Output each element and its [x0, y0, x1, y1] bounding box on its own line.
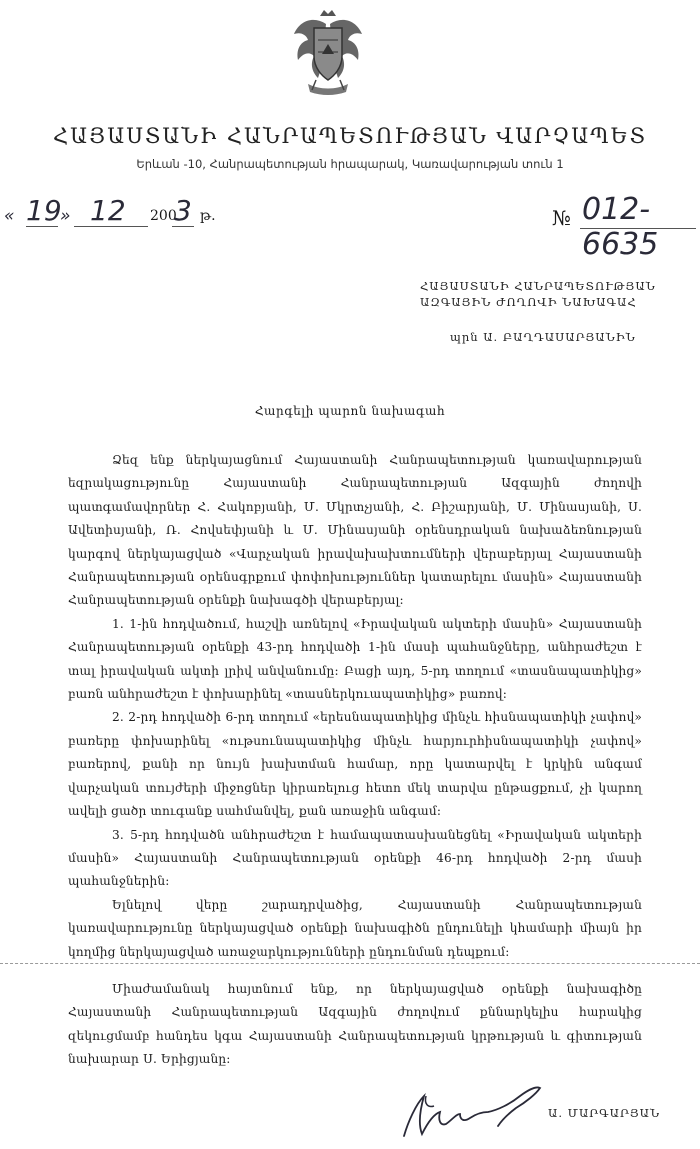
date-open-quote: « — [4, 206, 15, 226]
number-underline — [580, 228, 696, 229]
signature-icon — [398, 1074, 550, 1144]
paragraph: Ձեզ ենք ներկայացնում Հայաստանի Հանրապետության կառավարության եզրակացությունը Հայաստանի Հանրապետության Ազգային ժողովի պատգամավորներ Հ. Հակոբյանի, Մ. Մկրտչյանի, Հ. Բիշարյանի, Մ. Մինասյանի, Ս. Ավետիսյանի, Ռ. Հովսեփյանի և Մ. Մինասյանի օրենսդրական նախաձեռնության կարգով ներկայացված «Վարչական իրավախախտումների վերաբերյալ Հայաստանի Հանրապետության օրենսգրքում փոփոխություններ կատարելու մասին» Հայաստանի Հանրապետության օրենքի նախագծի վերաբերյալ: — [68, 453, 642, 608]
date-year-prefix: 200 — [150, 208, 177, 224]
paragraph: 2. 2-րդ հոդվածի 6-րդ տողում «երեսնապատիկից մինչև հիսնապատիկի չափով» բառերը փոխարինել «ութսունապատիկից մինչև հարյուրհիսնապատիկի չափով» բառերով, քանի որ նույն խախտման համար, որը կատարվել է կրկին անգամ վարչական տույժերի միջոցներ կիրառելուց հետո մեկ տարվա ընթացքում, չի կարող ավելի ցածր տուգանք սահմանվել, քան առաջին անգամ: — [68, 710, 642, 819]
recipient-block — [420, 278, 680, 310]
coat-of-arms-icon — [286, 6, 370, 98]
recipient-name: պրն Ա. ԲԱՂԴԱՍԱՐՅԱՆԻՆ — [450, 330, 636, 344]
government-address: Երևան -10, Հանրապետության հրապարակ, Կառավարության տուն 1 — [136, 157, 564, 171]
date-underline — [26, 226, 58, 227]
signatory-name: Ա. ՄԱՐԳԱՐՅԱՆ — [548, 1106, 661, 1120]
number-value: 012-6635 — [582, 192, 659, 262]
date-underline — [74, 226, 148, 227]
paragraph: Ելնելով վերը շարադրվածից, Հայաստանի Հանրապետության կառավարությունը ներկայացված օրենքի նախագիծն ընդունելի կհամարի միայն իր կողմից ներկայացված առաջարկությունների ընդունման դեպքում: — [68, 897, 642, 959]
recipient-line-1: ՀԱՅԱՍՏԱՆԻ ՀԱՆՐԱՊԵՏՈՒԹՅԱՆ — [420, 279, 656, 293]
date-underline — [172, 226, 194, 227]
date-month: 12 — [90, 194, 126, 227]
salutation: Հարգելի պարոն նախագահ — [254, 404, 446, 418]
date-year-suffix: թ. — [200, 208, 216, 224]
number-sign: № — [552, 206, 571, 230]
date-close-quote: » — [60, 206, 71, 226]
document-number — [552, 192, 698, 262]
letter-body — [68, 449, 642, 1072]
government-title: ՀԱՅԱՍՏԱՆԻ ՀԱՆՐԱՊԵՏՈՒԹՅԱՆ ՎԱՐՉԱՊԵՏ — [53, 124, 647, 148]
paragraph: Միաժամանակ հայտնում ենք, որ ներկայացված օրենքի նախագիծը Հայաստանի Հանրապետության Ազգային ժողովում քննարկելիս հարակից զեկուցմամբ հանդես կգա Հայաստանի Հանրապետության կրթության և գիտության նախարար Ս. Երիցյանը: — [68, 981, 642, 1067]
paragraph: 3. 5-րդ հոդվածն անհրաժեշտ է համապատասխանեցնել «Իրավական ակտերի մասին» Հայաստանի Հանրապետության օրենքի 46-րդ հոդվածի 2-րդ մասի պահանջներին: — [68, 827, 642, 889]
recipient-line-2: ԱԶԳԱՅԻՆ ԺՈՂՈՎԻ ՆԱԽԱԳԱՀ — [420, 295, 637, 309]
date-day: 19 — [26, 194, 62, 227]
date-year-digit: 3 — [174, 194, 192, 227]
date-line — [4, 196, 264, 230]
fold-line — [0, 963, 700, 964]
paragraph: 1. 1-ին հոդվածում, հաշվի առնելով «Իրավական ակտերի մասին» Հայաստանի Հանրապետության օրենքի 43-րդ հոդվածի 1-ին մասի պահանջները, անհրաժեշտ է տալ իրավական ակտի լրիվ անվանումը: Բացի այդ, 5-րդ տողում «տասնապատիկից» բառն անհրաժեշտ է փոխարինել «տասներկուապատիկից» բառով: — [68, 616, 642, 702]
